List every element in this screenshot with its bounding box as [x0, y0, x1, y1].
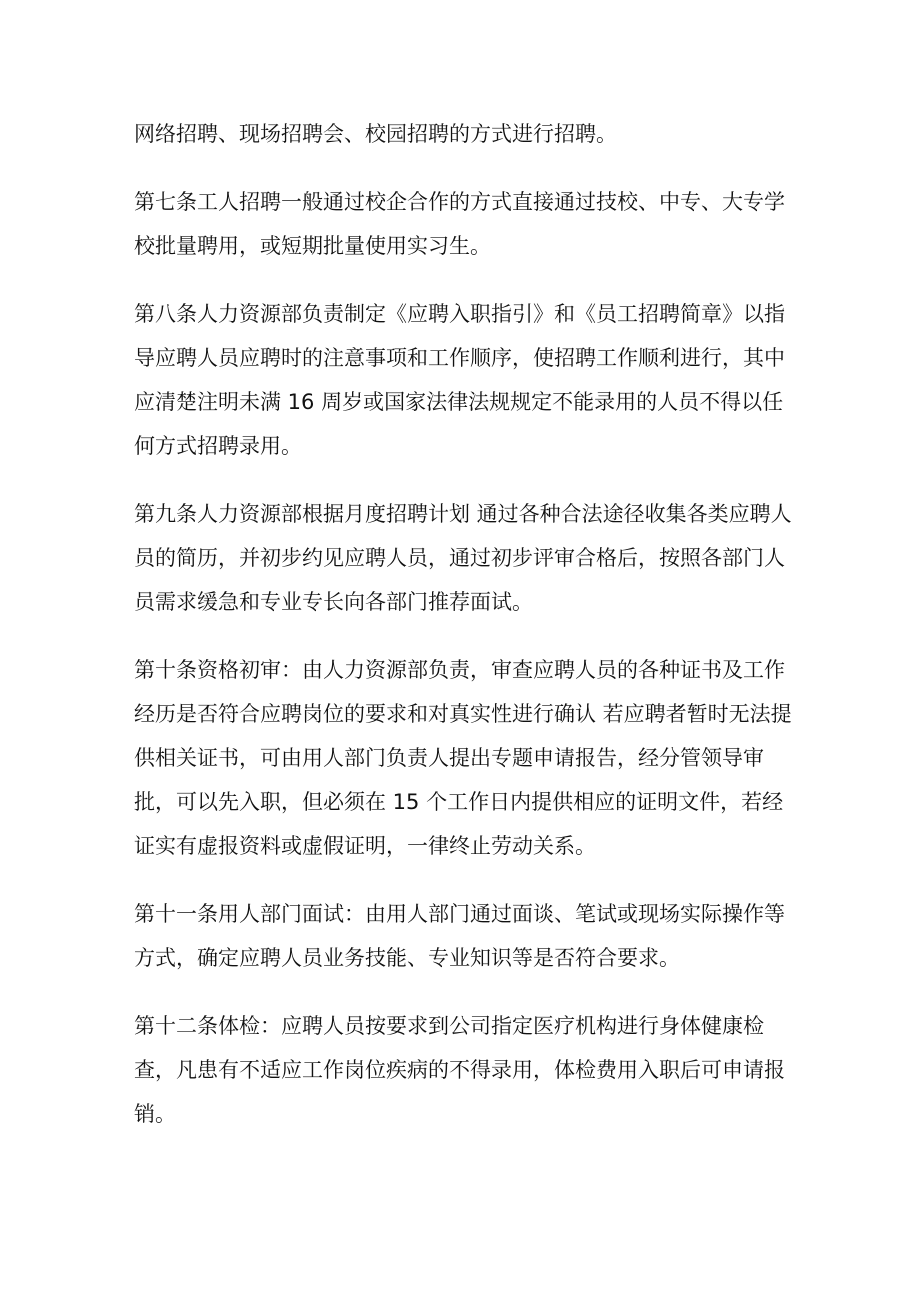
paragraph-recruitment-methods: 网络招聘、现场招聘会、校园招聘的方式进行招聘。: [134, 122, 617, 146]
paragraph-article-11: 第十一条用人部门面试：由用人部门通过面谈、笔试或现场实际操作等方式，确定应聘人员业务技能、专业知识等是否符合要求。: [134, 902, 785, 970]
paragraph-article-7: 第七条工人招聘一般通过校企合作的方式直接通过技校、中专、大专学校批量聘用，或短期批量使用实习生。: [134, 190, 785, 258]
paragraph-article-8: 第八条人力资源部负责制定《应聘入职指引》和《员工招聘简章》以指导应聘人员应聘时的注意事项和工作顺序，使招聘工作顺利进行，其中应清楚注明未满 16 周岁或国家法律法规规定不能录用的人员不得以任何方式招聘录用。: [134, 302, 785, 458]
document-body: [134, 112, 794, 1160]
paragraph-article-10: 第十条资格初审：由人力资源部负责，审查应聘人员的各种证书及工作经历是否符合应聘岗位的要求和对真实性进行确认 若应聘者暂时无法提供相关证书，可由用人部门负责人提出专题申请报告，经分管领导审批，可以先入职，但必须在 15 个工作日内提供相应的证明文件，若经证实有虚报资料或虚假证明，一律终止劳动关系。: [134, 658, 792, 858]
paragraph-article-9: 第九条人力资源部根据月度招聘计划 通过各种合法途径收集各类应聘人员的简历，并初步约见应聘人员，通过初步评审合格后，按照各部门人员需求缓急和专业专长向各部门推荐面试。: [134, 502, 792, 614]
paragraph-article-12: 第十二条体检：应聘人员按要求到公司指定医疗机构进行身体健康检查，凡患有不适应工作岗位疾病的不得录用，体检费用入职后可申请报销。: [134, 1014, 785, 1126]
